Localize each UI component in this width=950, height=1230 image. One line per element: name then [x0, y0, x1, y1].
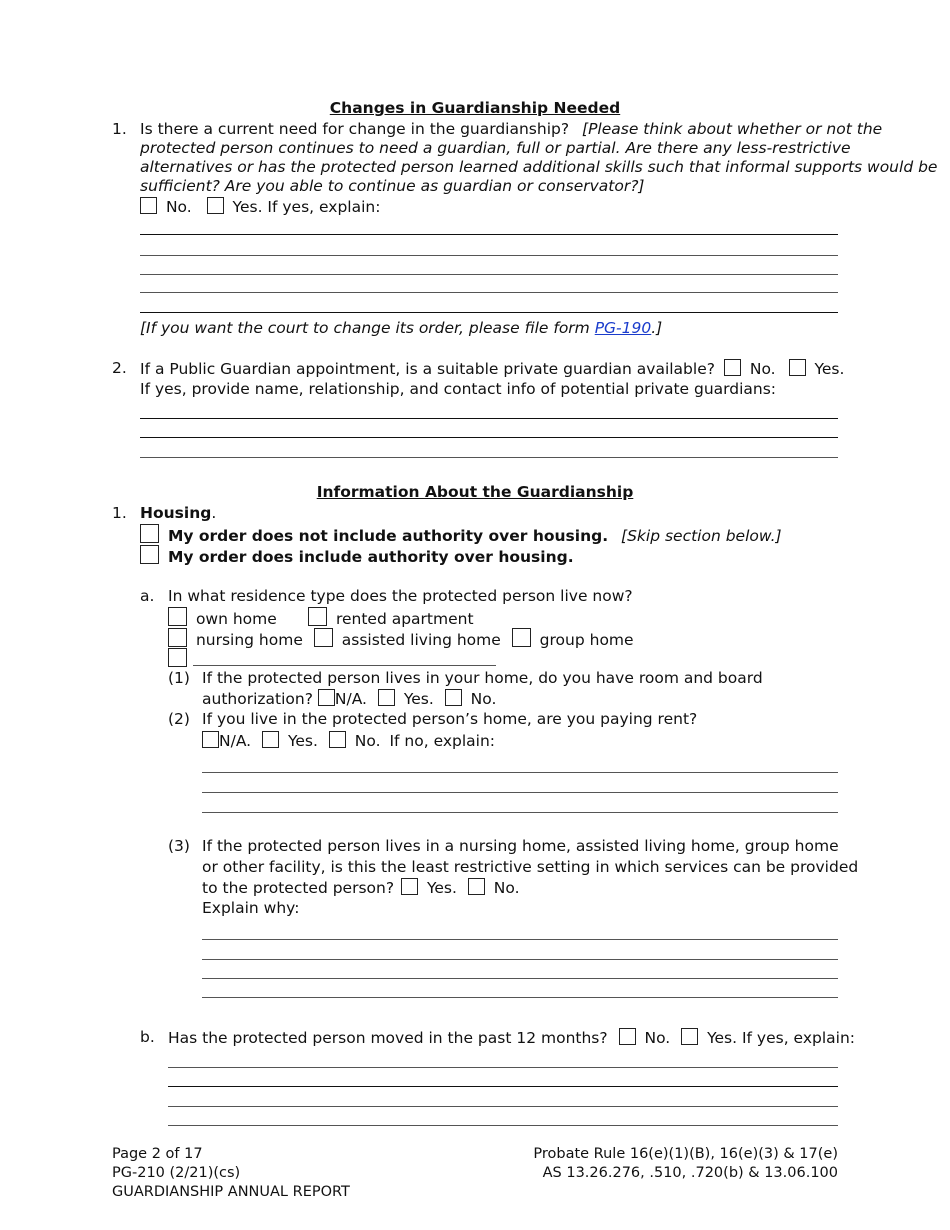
instruction-note: alternatives or has the protected person learned additional skills such that informal supports would be [140, 158, 938, 176]
question-text: If yes, provide name, relationship, and contact info of potential private guardians: [140, 380, 777, 398]
question-text: Has the protected person moved in the past 12 months? [168, 1029, 608, 1047]
question-text: If a Public Guardian appointment, is a suitable private guardian available? [140, 360, 715, 378]
question-text: authorization? [202, 690, 313, 708]
explain-line[interactable] [140, 234, 838, 235]
nursing-home-checkbox[interactable] [168, 628, 187, 647]
checkbox-label: Yes. [814, 360, 845, 378]
instruction-note: sufficient? Are you able to continue as guardian or conservator?] [140, 177, 645, 195]
change-needed-options [140, 197, 380, 216]
least-restrictive-yes-checkbox[interactable] [401, 878, 418, 895]
sub-number: (2) [168, 710, 190, 728]
checkbox-label: N/A. [334, 690, 367, 708]
option-label: rented apartment [335, 610, 474, 628]
explain-line[interactable] [168, 1086, 838, 1087]
explain-line[interactable] [202, 772, 838, 773]
housing-authority-no-option [140, 524, 782, 545]
option-label: assisted living home [341, 631, 501, 649]
rent-yes-checkbox[interactable] [262, 731, 279, 748]
housing-heading: Housing. [140, 504, 217, 522]
moved-question-row [168, 1028, 855, 1047]
residence-options-row-1 [168, 607, 277, 628]
assisted-living-checkbox[interactable] [314, 628, 333, 647]
checkbox-label: Yes. [426, 879, 457, 897]
checkbox-label: No. [470, 690, 497, 708]
instruction-note: [Please think about whether or not the [582, 120, 883, 138]
residence-other-row [168, 648, 191, 669]
housing-label: Housing [140, 504, 212, 522]
statute-reference: AS 13.26.276, .510, .720(b) & 13.06.100 [542, 1165, 838, 1181]
residence-options-row-1b [308, 607, 474, 628]
question-text: If the protected person lives in your home, do you have room and board [202, 669, 763, 687]
question-number: 1. [112, 504, 127, 522]
checkbox-label: No. [493, 879, 520, 897]
option-label: My order does include authority over housing. [167, 548, 574, 566]
option-label: own home [195, 610, 277, 628]
checkbox-label: Yes. [403, 690, 434, 708]
moved-yes-checkbox[interactable] [681, 1028, 698, 1045]
group-home-checkbox[interactable] [512, 628, 531, 647]
question-text: or other facility, is this the least restrictive setting in which services can be provided [202, 858, 859, 876]
explain-line[interactable] [202, 812, 838, 813]
court-order-note: [If you want the court to change its order, please file form PG-190.] [140, 319, 663, 337]
skip-note: [Skip section below.] [621, 527, 782, 545]
room-board-na-checkbox[interactable] [318, 689, 335, 706]
option-label: nursing home [195, 631, 303, 649]
explain-line[interactable] [202, 939, 838, 940]
checkbox-label: No. [165, 198, 192, 216]
rent-no-checkbox[interactable] [329, 731, 346, 748]
change-yes-checkbox[interactable] [207, 197, 224, 214]
explain-line[interactable] [168, 1106, 838, 1107]
probate-rule: Probate Rule 16(e)(1)(B), 16(e)(3) & 17(e) [533, 1146, 838, 1162]
question-2-text [140, 359, 844, 378]
sub-number: (1) [168, 669, 190, 687]
explain-line[interactable] [202, 959, 838, 960]
paying-rent-row [202, 731, 495, 750]
option-label: My order does not include authority over housing. [167, 527, 609, 545]
form-name: GUARDIANSHIP ANNUAL REPORT [112, 1184, 350, 1200]
private-guardian-no-checkbox[interactable] [724, 359, 741, 376]
other-residence-checkbox[interactable] [168, 648, 187, 667]
question-text: to the protected person? [202, 879, 395, 897]
question-text: If the protected person lives in a nursing home, assisted living home, group home [202, 837, 839, 855]
room-board-no-checkbox[interactable] [445, 689, 462, 706]
moved-no-checkbox[interactable] [619, 1028, 636, 1045]
section-title-information: Information About the Guardianship [316, 483, 634, 501]
housing-authority-yes-option [140, 545, 574, 566]
checkbox-label: No. [354, 732, 381, 750]
explain-line[interactable] [140, 292, 838, 293]
checkbox-label: Yes. [287, 732, 318, 750]
question-number: 1. [112, 120, 127, 138]
explain-line[interactable] [202, 997, 838, 998]
explain-line[interactable] [168, 1067, 838, 1068]
residence-question: In what residence type does the protected person live now? [168, 587, 633, 605]
checkbox-label: Yes. If yes, explain: [707, 1029, 855, 1047]
other-residence-field[interactable] [193, 665, 496, 666]
least-restrictive-no-checkbox[interactable] [468, 878, 485, 895]
option-label: group home [539, 631, 634, 649]
sub-letter: b. [140, 1028, 155, 1046]
sub-number: (3) [168, 837, 190, 855]
private-guardian-yes-checkbox[interactable] [789, 359, 806, 376]
checkbox-label: No. [749, 360, 776, 378]
residence-options-row-2 [168, 628, 634, 649]
checkbox-label: N/A. [219, 732, 252, 750]
pg-190-form-link[interactable]: PG-190 [594, 319, 652, 337]
guardian-info-line[interactable] [140, 418, 838, 419]
room-board-row [202, 689, 496, 708]
question-text: If you live in the protected person’s home, are you paying rent? [202, 710, 698, 728]
rent-na-checkbox[interactable] [202, 731, 219, 748]
explain-line[interactable] [168, 1125, 838, 1126]
checkbox-label: No. [644, 1029, 671, 1047]
explain-line[interactable] [140, 274, 838, 275]
own-home-checkbox[interactable] [168, 607, 187, 626]
form-number: PG-210 (2/21)(cs) [112, 1165, 241, 1181]
page-number: Page 2 of 17 [112, 1146, 203, 1162]
question-1-text [140, 120, 882, 138]
room-board-yes-checkbox[interactable] [378, 689, 395, 706]
checkbox-label: Yes. If yes, explain: [232, 198, 381, 216]
sub-letter: a. [140, 587, 155, 605]
explain-why-label: Explain why: [202, 899, 300, 917]
has-housing-authority-checkbox[interactable] [140, 545, 159, 564]
least-restrictive-row [202, 878, 520, 897]
rented-apartment-checkbox[interactable] [308, 607, 327, 626]
section-title-changes: Changes in Guardianship Needed [329, 99, 621, 117]
question-text: Is there a current need for change in the guardianship? [140, 120, 570, 138]
guardian-info-line[interactable] [140, 437, 838, 438]
explain-line[interactable] [140, 312, 838, 313]
explain-line[interactable] [140, 255, 838, 256]
explain-line[interactable] [202, 792, 838, 793]
question-number: 2. [112, 359, 127, 377]
instruction-note: protected person continues to need a guardian, full or partial. Are there any less-restrictive [140, 139, 851, 157]
explain-label: If no, explain: [389, 732, 496, 750]
no-housing-authority-checkbox[interactable] [140, 524, 159, 543]
explain-line[interactable] [202, 978, 838, 979]
guardian-info-line[interactable] [140, 457, 838, 458]
change-no-checkbox[interactable] [140, 197, 157, 214]
